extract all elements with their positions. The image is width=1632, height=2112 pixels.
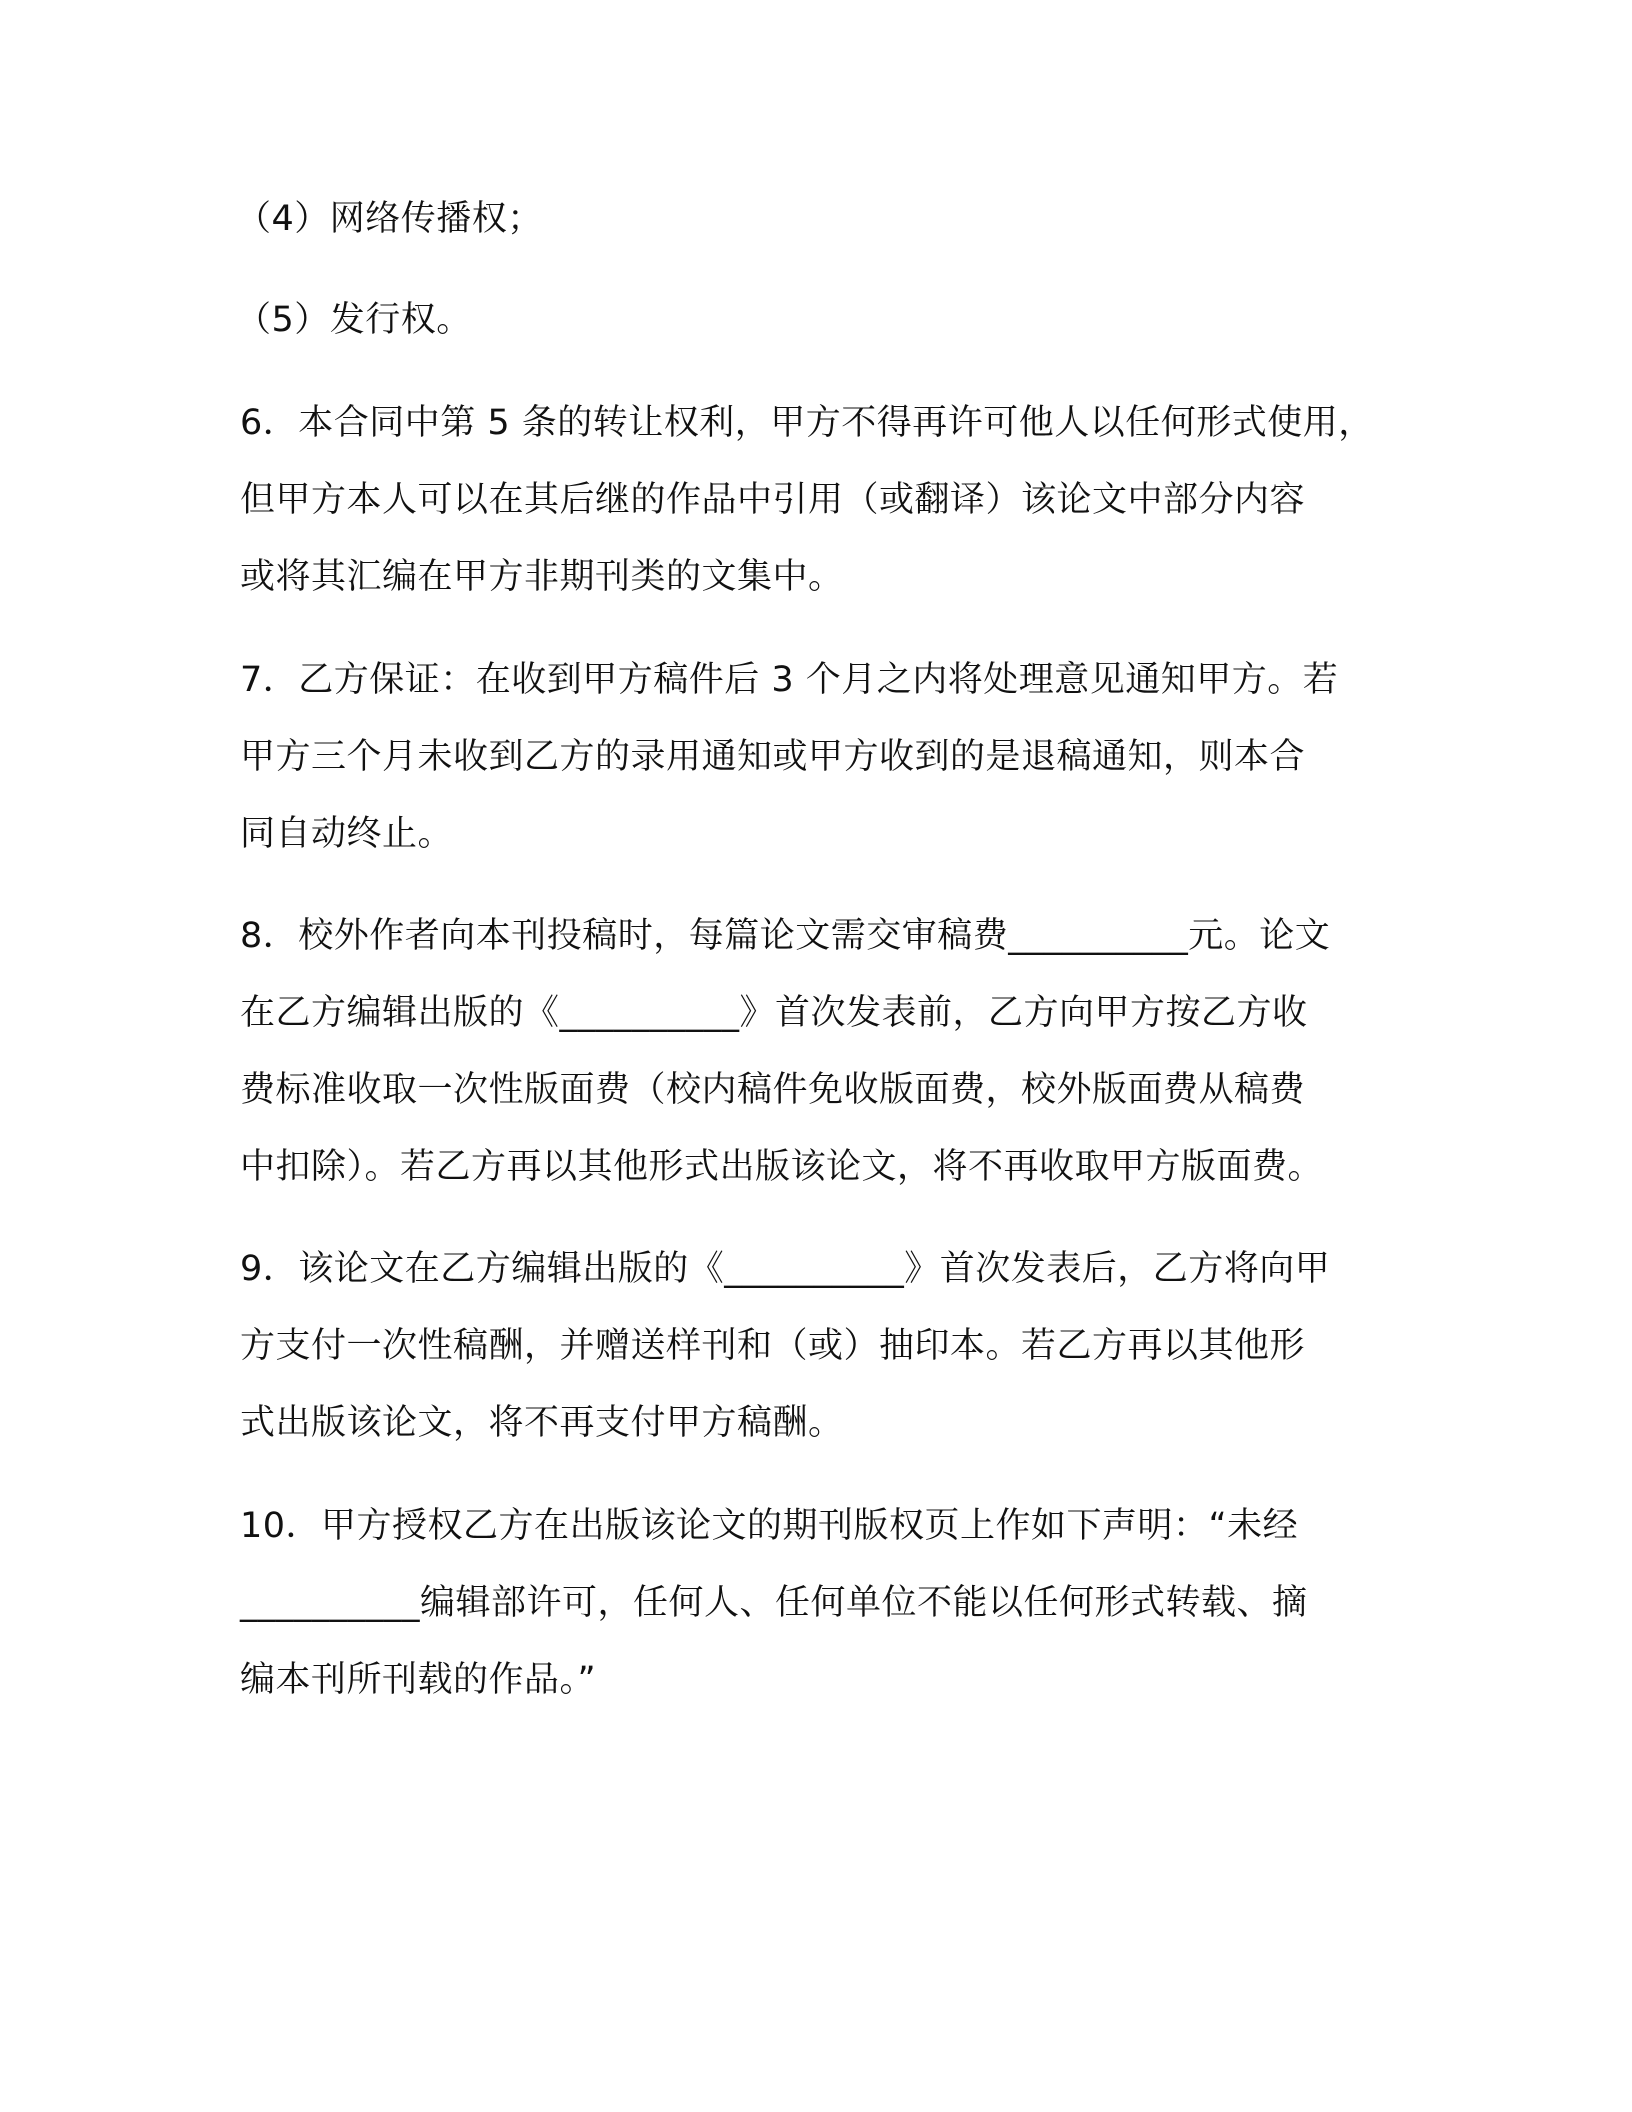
clause-4-4-network-rights: （4）网络传播权；	[236, 199, 543, 239]
clause-6-line-3: 或将其汇编在甲方非期刊类的文集中。	[240, 557, 844, 597]
clause-10-line-2: __________编辑部许可，任何人、任何单位不能以任何形式转载、摘	[240, 1583, 1308, 1623]
clause-7-line-2: 甲方三个月未收到乙方的录用通知或甲方收到的是退稿通知，则本合	[240, 737, 1306, 777]
clause-9-line-2: 方支付一次性稿酬，并赠送样刊和（或）抽印本。若乙方再以其他形	[240, 1326, 1306, 1366]
clause-4-5-distribution-rights: （5）发行权。	[236, 300, 472, 340]
clause-6-line-2: 但甲方本人可以在其后继的作品中引用（或翻译）该论文中部分内容	[240, 480, 1306, 520]
clause-9-line-1: 9．该论文在乙方编辑出版的《__________》首次发表后，乙方将向甲	[240, 1249, 1331, 1289]
clause-7-line-1: 7．乙方保证：在收到甲方稿件后 3 个月之内将处理意见通知甲方。若	[240, 660, 1339, 700]
clause-7-line-3: 同自动终止。	[240, 814, 454, 854]
clause-8-line-2: 在乙方编辑出版的《__________》首次发表前，乙方向甲方按乙方收	[240, 993, 1308, 1033]
clause-8-line-4: 中扣除）。若乙方再以其他形式出版该论文，将不再收取甲方版面费。	[240, 1147, 1324, 1187]
clause-8-line-3: 费标准收取一次性版面费（校内稿件免收版面费，校外版面费从稿费	[240, 1070, 1306, 1110]
clause-10-line-3: 编本刊所刊载的作品。”	[240, 1660, 597, 1700]
clause-6-line-1: 6．本合同中第 5 条的转让权利，甲方不得再许可他人以任何形式使用，	[240, 403, 1374, 443]
clause-10-line-1: 10．甲方授权乙方在出版该论文的期刊版权页上作如下声明：“未经	[240, 1506, 1299, 1546]
clause-9-line-3: 式出版该论文，将不再支付甲方稿酬。	[240, 1403, 844, 1443]
clause-8-line-1: 8．校外作者向本刊投稿时，每篇论文需交审稿费__________元。论文	[240, 916, 1331, 956]
